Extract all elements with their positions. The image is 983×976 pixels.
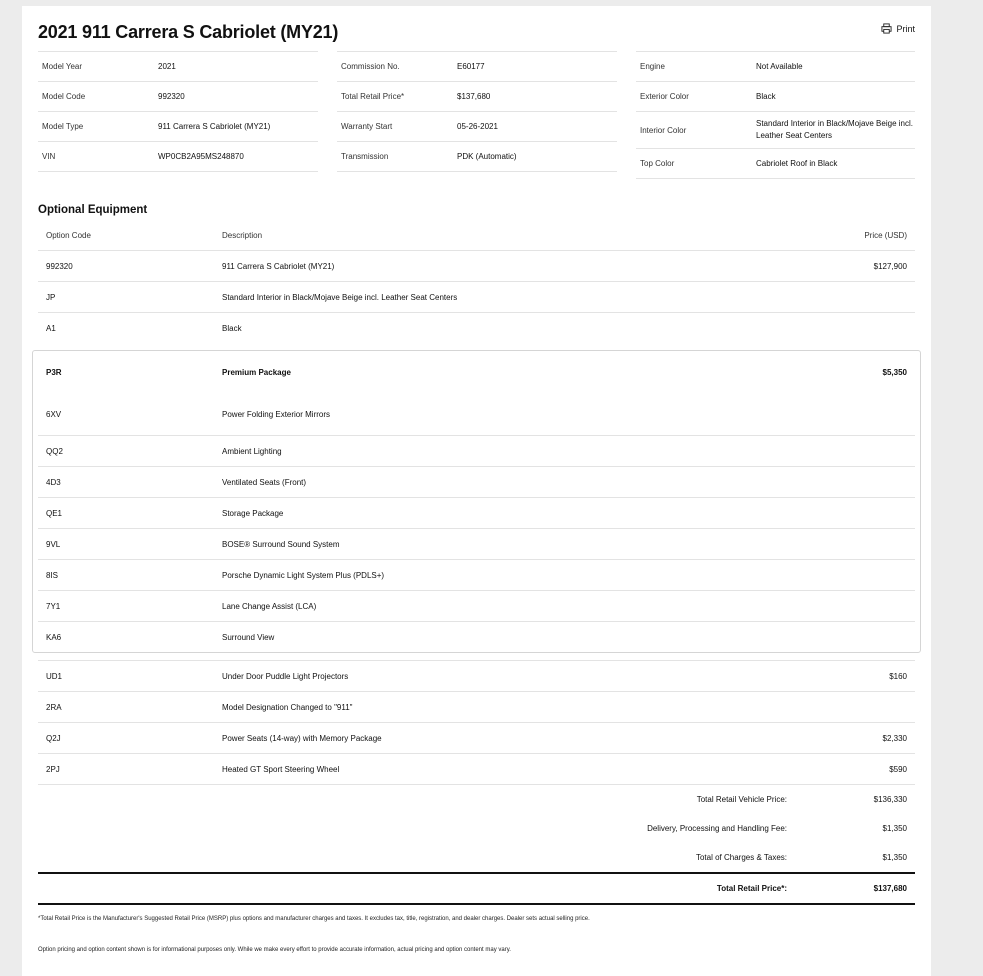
option-description: Power Seats (14-way) with Memory Package: [222, 733, 382, 743]
spec-value: 2021: [158, 61, 176, 71]
option-description: Black: [222, 323, 242, 333]
option-row: [38, 528, 915, 559]
total-value: $136,330: [873, 795, 907, 804]
spec-end-line: [337, 171, 617, 172]
spec-value: E60177: [457, 61, 485, 71]
total-label: Total Retail Vehicle Price:: [696, 795, 787, 804]
option-price: $5,350: [882, 367, 907, 377]
option-description: 911 Carrera S Cabriolet (MY21): [222, 261, 335, 271]
spec-value: Cabriolet Roof in Black: [756, 158, 838, 168]
spec-label: Commission No.: [341, 62, 400, 71]
spec-end-line: [38, 171, 318, 172]
spec-label: Model Code: [42, 92, 86, 101]
spec-value: WP0CB2A95MS248870: [158, 151, 244, 161]
spec-row: [636, 81, 915, 111]
grand-total-row: [38, 874, 915, 903]
spec-label: Model Year: [42, 62, 83, 71]
spec-row: [337, 51, 617, 81]
package-row: [38, 351, 915, 393]
option-code: 7Y1: [46, 601, 61, 611]
option-code: Q2J: [46, 733, 61, 743]
spec-value: Standard Interior in Black/Mojave Beige incl. Leather Seat Centers: [756, 119, 913, 140]
option-description: Heated GT Sport Steering Wheel: [222, 764, 340, 774]
option-row: [38, 312, 915, 343]
option-code: 992320: [46, 261, 73, 271]
optional-equipment-table: [38, 220, 915, 905]
spec-row: [38, 141, 318, 171]
vehicle-details-card: [22, 6, 931, 976]
option-row: [38, 753, 915, 784]
spec-label: Model Type: [42, 122, 84, 131]
spec-value: 05-26-2021: [457, 121, 498, 131]
total-row: [38, 843, 915, 872]
option-code: KA6: [46, 632, 62, 642]
option-code: 9VL: [46, 539, 61, 549]
print-button[interactable]: [881, 23, 915, 34]
option-row: [38, 281, 915, 312]
spec-label: Top Color: [640, 159, 675, 168]
spec-label: Total Retail Price*: [341, 92, 405, 101]
option-code: 6XV: [46, 409, 62, 419]
option-description: Under Door Puddle Light Projectors: [222, 671, 349, 681]
total-value: $1,350: [882, 853, 907, 862]
spec-label: Warranty Start: [341, 122, 393, 131]
option-code: JP: [46, 292, 56, 302]
option-code: UD1: [46, 671, 63, 681]
header-price: Price (USD): [864, 230, 907, 240]
spec-row: [636, 111, 915, 148]
option-price: $2,330: [882, 733, 907, 743]
spec-value: $137,680: [457, 91, 491, 101]
spec-column-2: [337, 51, 617, 172]
option-description: Surround View: [222, 632, 275, 642]
print-label: Print: [896, 23, 915, 34]
option-description: Premium Package: [222, 367, 291, 377]
option-price: $160: [889, 671, 907, 681]
spec-value: Black: [756, 91, 776, 101]
option-description: Power Folding Exterior Mirrors: [222, 409, 331, 419]
page-title: 2021 911 Carrera S Cabriolet (MY21): [38, 22, 339, 42]
option-row: [38, 660, 915, 691]
spec-row: [636, 51, 915, 81]
option-row: [38, 590, 915, 621]
total-row: [38, 814, 915, 843]
option-description: Ambient Lighting: [222, 446, 282, 456]
spec-row: [337, 81, 617, 111]
option-description: Standard Interior in Black/Mojave Beige incl. Leather Seat Centers: [222, 292, 458, 302]
option-row: [38, 435, 915, 466]
option-code: QQ2: [46, 446, 63, 456]
option-row: [38, 722, 915, 753]
spec-label: Engine: [640, 62, 665, 71]
option-description: BOSE® Surround Sound System: [222, 539, 340, 549]
premium-package-group: [32, 350, 921, 653]
header-description: Description: [222, 230, 263, 240]
spec-row: [38, 111, 318, 141]
spec-end-line: [636, 178, 915, 179]
spec-row: [38, 51, 318, 81]
option-price: $127,900: [873, 261, 907, 271]
spec-value: 911 Carrera S Cabriolet (MY21): [158, 121, 271, 131]
option-description: Model Designation Changed to "911": [222, 702, 353, 712]
spec-label: Exterior Color: [640, 92, 689, 101]
grand-total-value: $137,680: [873, 884, 907, 893]
option-code: P3R: [46, 367, 62, 377]
grand-total-label: Total Retail Price*:: [716, 884, 787, 893]
spec-value: Not Available: [756, 61, 803, 71]
option-description: Storage Package: [222, 508, 284, 518]
total-row: [38, 785, 915, 814]
option-code: 8IS: [46, 570, 59, 580]
disclaimer: Option pricing and option content shown is for informational purposes only. While we make every effort to provide accurate information, actual pricing and option content may vary.: [38, 947, 511, 953]
option-row: [38, 393, 915, 435]
optional-equipment-title: Optional Equipment: [38, 204, 148, 216]
printer-icon: [881, 23, 892, 34]
option-description: Lane Change Assist (LCA): [222, 601, 317, 611]
option-price: $590: [889, 764, 907, 774]
option-description: Ventilated Seats (Front): [222, 477, 307, 487]
option-code: 2PJ: [46, 764, 60, 774]
option-row: [38, 497, 915, 528]
option-code: QE1: [46, 508, 63, 518]
spec-label: Interior Color: [640, 125, 687, 135]
spec-row: [636, 148, 915, 178]
spec-row: [337, 111, 617, 141]
divider-line: [38, 903, 915, 905]
spec-column-1: [38, 51, 318, 172]
spec-row: [337, 141, 617, 171]
option-row: [38, 559, 915, 590]
option-code: A1: [46, 323, 56, 333]
spec-column-3: [636, 51, 915, 179]
option-description: Porsche Dynamic Light System Plus (PDLS+): [222, 570, 385, 580]
option-code: 4D3: [46, 477, 61, 487]
header-option-code: Option Code: [46, 230, 91, 240]
spec-row: [38, 81, 318, 111]
option-row: [38, 621, 915, 652]
spec-label: Transmission: [341, 152, 389, 161]
total-label: Delivery, Processing and Handling Fee:: [647, 824, 787, 833]
total-value: $1,350: [882, 824, 907, 833]
option-code: 2RA: [46, 702, 62, 712]
option-row: [38, 250, 915, 281]
spec-label: VIN: [42, 152, 56, 161]
table-header: [38, 220, 915, 250]
option-row: [38, 466, 915, 497]
spec-value: 992320: [158, 91, 185, 101]
total-label: Total of Charges & Taxes:: [695, 853, 787, 862]
spec-value: PDK (Automatic): [457, 151, 517, 161]
option-row: [38, 691, 915, 722]
footnote: *Total Retail Price is the Manufacturer's Suggested Retail Price (MSRP) plus options and manufacturer charges and taxes. It excludes tax, title, registration, and dealer charges. Dealer sets actual selling price.: [38, 916, 590, 922]
